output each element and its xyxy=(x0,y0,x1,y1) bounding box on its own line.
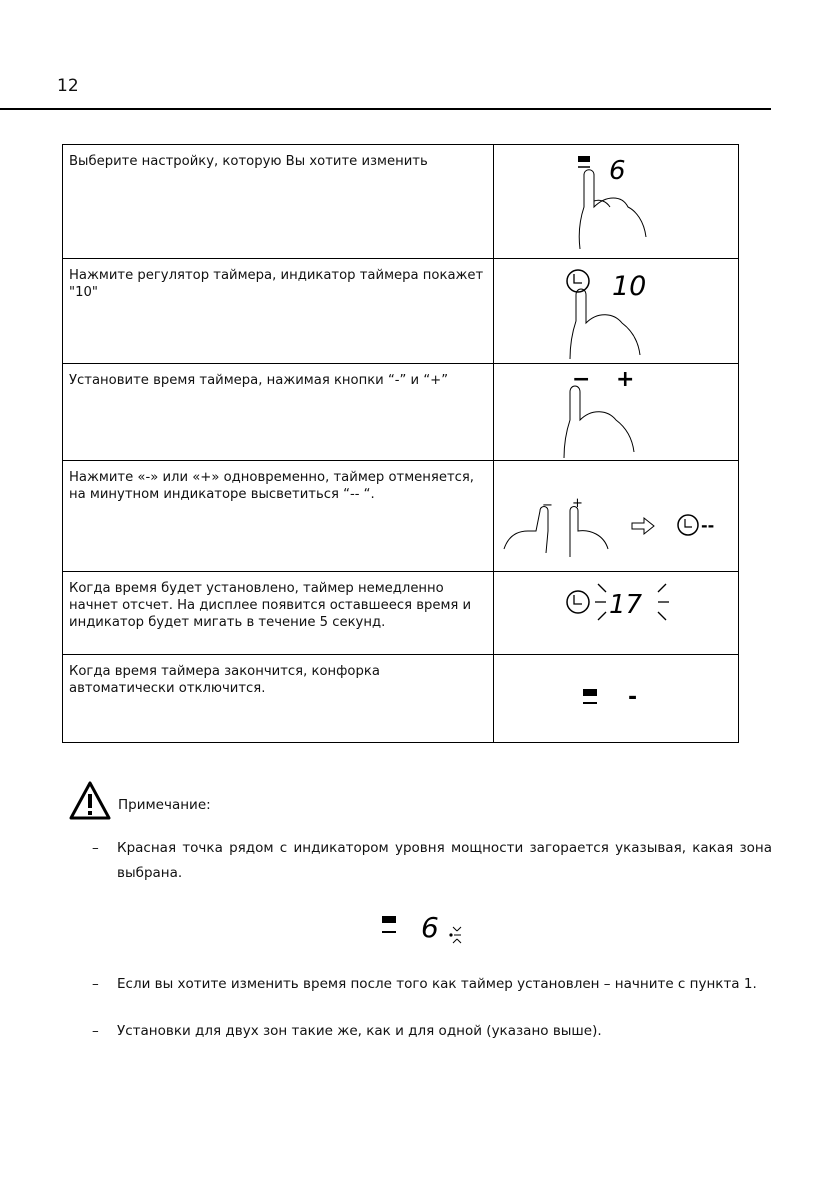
zone-indicator-icon xyxy=(578,156,590,162)
step-text: Когда время таймера закончится, конфорка автоматически отключится. xyxy=(63,655,494,743)
clock-icon xyxy=(567,270,589,292)
countdown-illustration xyxy=(494,572,738,654)
clock-icon xyxy=(678,515,698,535)
note-bullet xyxy=(92,1019,772,1045)
step-illustration xyxy=(494,259,739,364)
hand-icon xyxy=(564,386,634,458)
bullet-dash: – xyxy=(92,976,99,992)
step-illustration xyxy=(494,364,739,461)
power-off-display: - xyxy=(628,685,638,710)
steps-table xyxy=(62,144,739,743)
warning-icon xyxy=(68,780,112,822)
hand-icon xyxy=(504,507,548,554)
note-bullet xyxy=(92,836,772,886)
blink-marks-icon xyxy=(453,927,461,943)
power-level-display: 6 xyxy=(609,156,626,186)
page-number: 12 xyxy=(57,76,79,96)
example-display-illustration xyxy=(372,905,472,949)
plus-icon: + xyxy=(572,496,583,511)
table-row xyxy=(63,259,739,364)
minus-icon: − xyxy=(542,498,553,513)
step-text: Нажмите регулятор таймера, индикатор таймера покажет "10" xyxy=(63,259,494,364)
cancel-timer-illustration xyxy=(494,461,738,571)
timer-display: 10 xyxy=(612,271,647,302)
power-level-display: 6 xyxy=(421,911,439,944)
header-rule xyxy=(0,108,771,110)
zone-select-illustration xyxy=(494,145,738,258)
table-row xyxy=(63,145,739,259)
bullet-dash: – xyxy=(92,1023,99,1039)
table-row xyxy=(63,461,739,572)
zone-indicator-icon xyxy=(583,689,597,696)
hand-icon xyxy=(570,507,608,558)
table-row xyxy=(63,572,739,655)
step-text: Нажмите «-» или «+» одновременно, таймер отменяется, на минутном индикаторе высветиться “-- “. xyxy=(63,461,494,572)
step-text: Установите время таймера, нажимая кнопки “-” и “+” xyxy=(63,364,494,461)
timer-press-illustration xyxy=(494,259,738,363)
step-illustration xyxy=(494,461,739,572)
minus-icon: − xyxy=(572,367,591,392)
adjust-time-illustration xyxy=(494,364,738,460)
remaining-time-display: 17 xyxy=(609,590,643,620)
bullet-dash: – xyxy=(92,840,99,856)
arrow-right-icon xyxy=(632,518,654,534)
bullet-text: Установки для двух зон такие же, как и для одной (указано выше). xyxy=(117,1023,602,1039)
step-text: Выберите настройку, которую Вы хотите изменить xyxy=(63,145,494,259)
step-illustration xyxy=(494,572,739,655)
zone-indicator-icon xyxy=(382,916,396,923)
table-row xyxy=(63,655,739,743)
note-bullet xyxy=(92,972,772,998)
bullet-text: Если вы хотите изменить время после того как таймер установлен – начните с пункта 1. xyxy=(117,976,757,992)
step-illustration xyxy=(494,145,739,259)
auto-off-illustration xyxy=(494,655,738,742)
bullet-text: Красная точка рядом с индикатором уровня мощности загорается указывая, какая зона выбрана. xyxy=(117,840,772,881)
clock-icon xyxy=(567,591,589,613)
note-title: Примечание: xyxy=(118,797,211,813)
minute-display: -- xyxy=(701,516,715,535)
step-illustration xyxy=(494,655,739,743)
plus-icon: + xyxy=(616,367,635,392)
table-row xyxy=(63,364,739,461)
red-dot-indicator xyxy=(449,933,452,936)
step-text: Когда время будет установлено, таймер немедленно начнет отсчет. На дисплее появится оставшееся время и индикатор будет мигать в течение 5 секунд. xyxy=(63,572,494,655)
